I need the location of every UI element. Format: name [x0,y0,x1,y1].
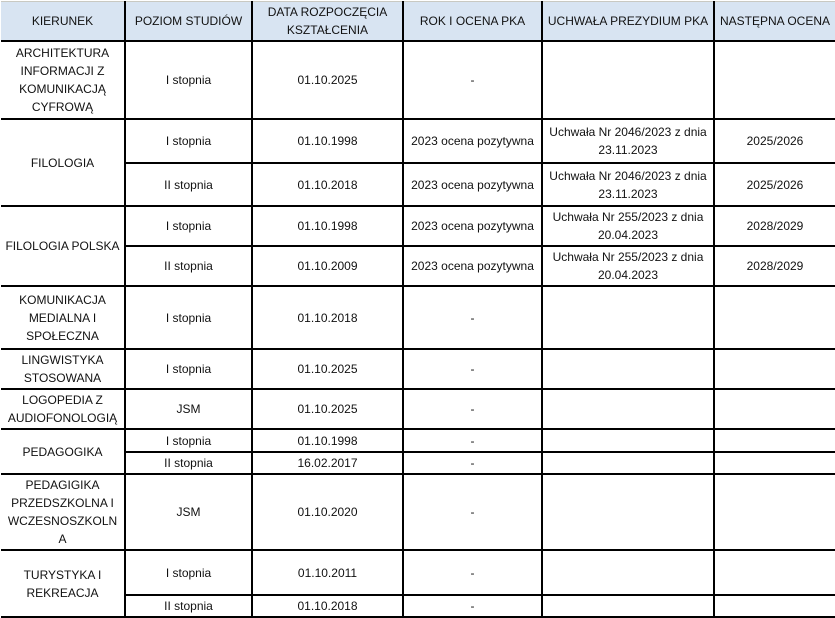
table-row [1,246,835,286]
cell-uchwala-prezydium-pka: Uchwała Nr 255/2023 z dnia 20.04.2023 [542,246,714,286]
table-row [1,389,835,429]
cell-poziom-studiow: I stopnia [125,286,252,349]
cell-nastepna-ocena: 2025/2026 [714,163,835,206]
cell-uchwala-prezydium-pka: Uchwała Nr 255/2023 z dnia 20.04.2023 [542,206,714,246]
cell-poziom-studiow: I stopnia [125,206,252,246]
cell-rok-ocena-pka: 2023 ocena pozytywna [403,206,542,246]
cell-nastepna-ocena [714,550,835,595]
table-row [1,119,835,163]
table-row [1,550,835,595]
cell-kierunek: KOMUNIKACJA MEDIALNA I SPOŁECZNA [1,286,125,349]
cell-rok-ocena-pka: - [403,349,542,389]
cell-poziom-studiow: II stopnia [125,163,252,206]
col-header-nastepna-ocena: NASTĘPNA OCENA [714,2,835,42]
table-row [1,349,835,389]
cell-uchwala-prezydium-pka [542,550,714,595]
col-header-uchwala-prezydium-pka: UCHWAŁA PREZYDIUM PKA [542,2,714,42]
cell-kierunek: LOGOPEDIA Z AUDIOFONOLOGIĄ [1,389,125,429]
cell-data-rozpoczecia: 16.02.2017 [252,452,403,474]
table-row [1,41,835,119]
col-header-kierunek: KIERUNEK [1,2,125,42]
cell-poziom-studiow: I stopnia [125,429,252,452]
cell-kierunek: ARCHITEKTURA INFORMACJI Z KOMUNIKACJĄ CYFROWĄ [1,41,125,119]
cell-data-rozpoczecia: 01.10.2020 [252,474,403,550]
cell-nastepna-ocena [714,474,835,550]
cell-data-rozpoczecia: 01.10.2018 [252,163,403,206]
cell-kierunek: PEDAGIGIKA PRZEDSZKOLNA I WCZESNOSZKOLNA [1,474,125,550]
cell-poziom-studiow: I stopnia [125,119,252,163]
table-body [1,41,835,617]
cell-poziom-studiow: I stopnia [125,41,252,119]
cell-data-rozpoczecia: 01.10.2025 [252,389,403,429]
page [0,1,835,618]
cell-nastepna-ocena [714,452,835,474]
col-header-rok-i-ocena-pka: ROK I OCENA PKA [403,2,542,42]
cell-nastepna-ocena [714,41,835,119]
table-row [1,474,835,550]
cell-uchwala-prezydium-pka: Uchwała Nr 2046/2023 z dnia 23.11.2023 [542,119,714,163]
cell-rok-ocena-pka: - [403,550,542,595]
cell-data-rozpoczecia: 01.10.1998 [252,206,403,246]
cell-nastepna-ocena [714,595,835,617]
cell-uchwala-prezydium-pka [542,41,714,119]
cell-data-rozpoczecia: 01.10.1998 [252,429,403,452]
cell-uchwala-prezydium-pka [542,474,714,550]
cell-rok-ocena-pka: 2023 ocena pozytywna [403,246,542,286]
cell-uchwala-prezydium-pka [542,595,714,617]
cell-rok-ocena-pka: - [403,595,542,617]
cell-poziom-studiow: I stopnia [125,349,252,389]
cell-uchwala-prezydium-pka [542,452,714,474]
cell-rok-ocena-pka: - [403,452,542,474]
cell-nastepna-ocena: 2028/2029 [714,246,835,286]
cell-uchwala-prezydium-pka [542,429,714,452]
cell-data-rozpoczecia: 01.10.2018 [252,595,403,617]
cell-nastepna-ocena: 2025/2026 [714,119,835,163]
cell-data-rozpoczecia: 01.10.2011 [252,550,403,595]
cell-uchwala-prezydium-pka: Uchwała Nr 2046/2023 z dnia 23.11.2023 [542,163,714,206]
cell-rok-ocena-pka: - [403,41,542,119]
table-row [1,163,835,206]
header-row [1,2,835,42]
cell-nastepna-ocena [714,349,835,389]
programs-table [1,1,835,618]
cell-poziom-studiow: JSM [125,389,252,429]
col-header-data-rozpoczecia-ksztalcenia: DATA ROZPOCZĘCIA KSZTAŁCENIA [252,2,403,42]
cell-rok-ocena-pka: 2023 ocena pozytywna [403,163,542,206]
cell-kierunek: TURYSTYKA I REKREACJA [1,550,125,617]
cell-rok-ocena-pka: - [403,286,542,349]
cell-poziom-studiow: II stopnia [125,595,252,617]
cell-kierunek: FILOLOGIA POLSKA [1,206,125,286]
cell-uchwala-prezydium-pka [542,349,714,389]
table-row [1,286,835,349]
cell-rok-ocena-pka: 2023 ocena pozytywna [403,119,542,163]
table-row [1,595,835,617]
cell-nastepna-ocena [714,429,835,452]
cell-kierunek: FILOLOGIA [1,119,125,206]
cell-poziom-studiow: I stopnia [125,550,252,595]
cell-nastepna-ocena [714,389,835,429]
table-row [1,429,835,452]
cell-uchwala-prezydium-pka [542,389,714,429]
cell-kierunek: LINGWISTYKA STOSOWANA [1,349,125,389]
cell-rok-ocena-pka: - [403,389,542,429]
cell-rok-ocena-pka: - [403,474,542,550]
cell-rok-ocena-pka: - [403,429,542,452]
cell-data-rozpoczecia: 01.10.2025 [252,349,403,389]
cell-nastepna-ocena: 2028/2029 [714,206,835,246]
table-row [1,452,835,474]
cell-nastepna-ocena [714,286,835,349]
cell-data-rozpoczecia: 01.10.1998 [252,119,403,163]
cell-poziom-studiow: II stopnia [125,452,252,474]
cell-data-rozpoczecia: 01.10.2018 [252,286,403,349]
col-header-poziom-studiow: POZIOM STUDIÓW [125,2,252,42]
cell-poziom-studiow: JSM [125,474,252,550]
table-row [1,206,835,246]
cell-data-rozpoczecia: 01.10.2025 [252,41,403,119]
cell-poziom-studiow: II stopnia [125,246,252,286]
cell-kierunek: PEDAGOGIKA [1,429,125,474]
cell-uchwala-prezydium-pka [542,286,714,349]
cell-data-rozpoczecia: 01.10.2009 [252,246,403,286]
